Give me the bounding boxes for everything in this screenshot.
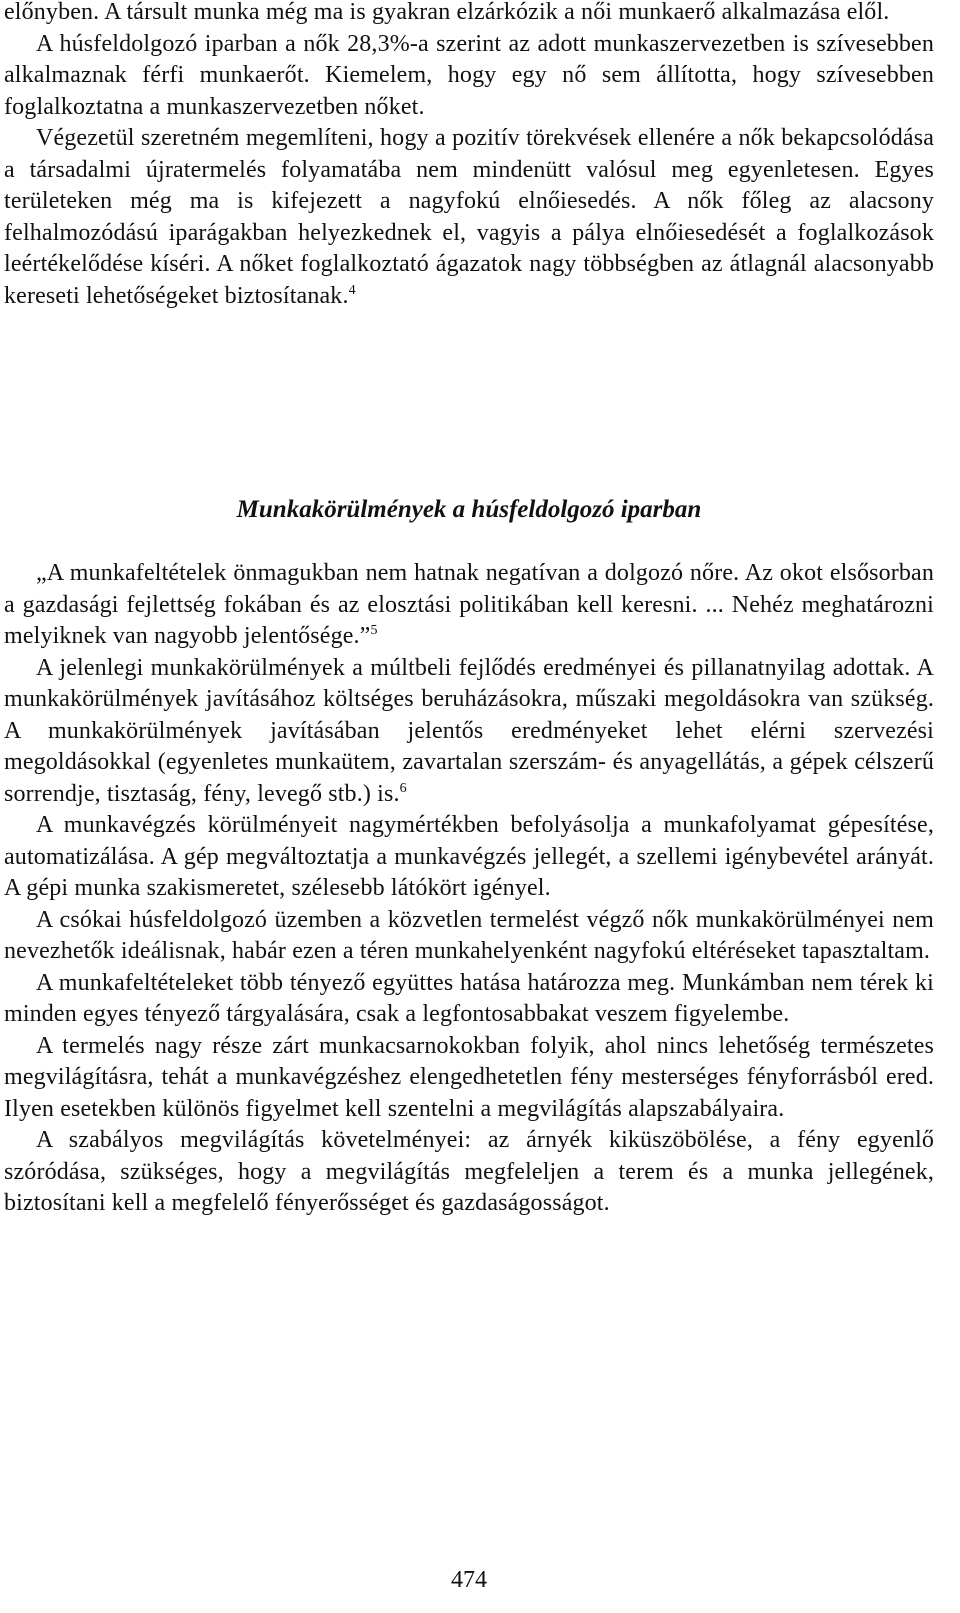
paragraph-text: A munkafeltételeket több tényező együttes hatása határozza meg. Munkámban nem térek ki minden egyes tényező tárgyalására, csak a legfontosabbakat veszem figyelembe. bbox=[4, 969, 934, 1027]
paragraph bbox=[4, 653, 934, 811]
paragraph bbox=[4, 968, 934, 1031]
paragraph bbox=[4, 123, 934, 312]
paragraph-text: A szabályos megvilágítás követelményei: az árnyék kiküszöbölése, a fény egyenlő szóródása, szükséges, hogy a megvilágítás megfeleljen a terem és a munka jellegének, biztosítani kell a megfelelő fényerősséget és gazdaságosságot. bbox=[4, 1127, 934, 1216]
paragraph bbox=[4, 1031, 934, 1126]
document-page bbox=[4, 0, 934, 1613]
page-number: 474 bbox=[451, 1567, 487, 1593]
paragraph bbox=[4, 905, 934, 968]
paragraph bbox=[4, 29, 934, 124]
quote-paragraph bbox=[4, 558, 934, 653]
footnote-ref: 6 bbox=[399, 780, 407, 796]
section-heading: Munkakörülmények a húsfeldolgozó iparban bbox=[236, 496, 702, 523]
paragraph-text: előnyben. A társult munka még ma is gyakran elzárkózik a női munkaerő alkalmazása elől. bbox=[4, 0, 890, 25]
top-section bbox=[4, 0, 934, 312]
paragraph-continuation bbox=[4, 0, 934, 29]
paragraph-text: A csókai húsfeldolgozó üzemben a közvetlen termelést végző nők munkakörülményei nem nevezhetők ideálisnak, habár ezen a téren munkahelyenként nagyfokú eltéréseket tapasztaltam. bbox=[4, 906, 934, 964]
paragraph-text: A munkavégzés körülményeit nagymértékben befolyásolja a munkafolyamat gépesítése, automatizálása. A gép megváltoztatja a munkavégzés jellegét, a szellemi igénybevétel arányát. A gépi munka szakismeretet, szélesebb látókört igényel. bbox=[4, 812, 934, 901]
paragraph bbox=[4, 810, 934, 905]
paragraph-text: Végezetül szeretném megemlíteni, hogy a pozitív törekvések ellenére a nők bekapcsolódása a társadalmi újratermelés folyamatába nem mindenütt valósul meg egyenletesen. Egyes területeken még ma is kifejezett a nagyfokú elnőiesedés. A nők főleg az alacsony felhalmozódású iparágakban helyezkednek el, vagyis a pálya elnőiesedését a foglalkozások leértékelődése kíséri. A nőket foglalkoztató ágazatok nagy többségben az átlagnál alacsonyabb kereseti lehetőségeket biztosítanak. bbox=[4, 125, 934, 309]
paragraph-text: A húsfeldolgozó iparban a nők 28,3%-a szerint az adott munkaszervezetben is szívesebben alkalmaznak férfi munkaerőt. Kiemelem, hogy egy nő sem állította, hogy szívesebben foglalkoztatna a munkaszervezetben nőket. bbox=[4, 30, 934, 120]
bottom-section bbox=[4, 558, 934, 1220]
paragraph-text: „A munkafeltételek önmagukban nem hatnak negatívan a dolgozó nőre. Az okot elsősorban a gazdasági fejlettség fokában és az elosztási politikában kell keresni. ... Nehéz meghatározni melyiknek van nagyobb jelentősége.” bbox=[4, 560, 934, 649]
paragraph bbox=[4, 1125, 934, 1220]
paragraph-text: A jelenlegi munkakörülmények a múltbeli fejlődés eredményei és pillanatnyilag adottak. A munkakörülmények javításához költséges beruházásokra, műszaki megoldásokra van szükség. A munkakörülmények javításában jelentős eredményeket lehet elérni szervezési megoldásokkal (egyenletes munkaütem, zavartalan szerszám- és anyagellátás, a gépek célszerű sorrendje, tisztaság, fény, levegő stb.) is. bbox=[4, 654, 934, 807]
paragraph-text: A termelés nagy része zárt munkacsarnokokban folyik, ahol nincs lehetőség természetes megvilágításra, tehát a munkavégzéshez elengedhetetlen fény mesterséges fényforrásból ered. Ilyen esetekben különös figyelmet kell szentelni a megvilágítás alapszabályaira. bbox=[4, 1032, 934, 1122]
footnote-ref: 5 bbox=[370, 623, 378, 638]
footnote-ref: 4 bbox=[348, 282, 356, 298]
